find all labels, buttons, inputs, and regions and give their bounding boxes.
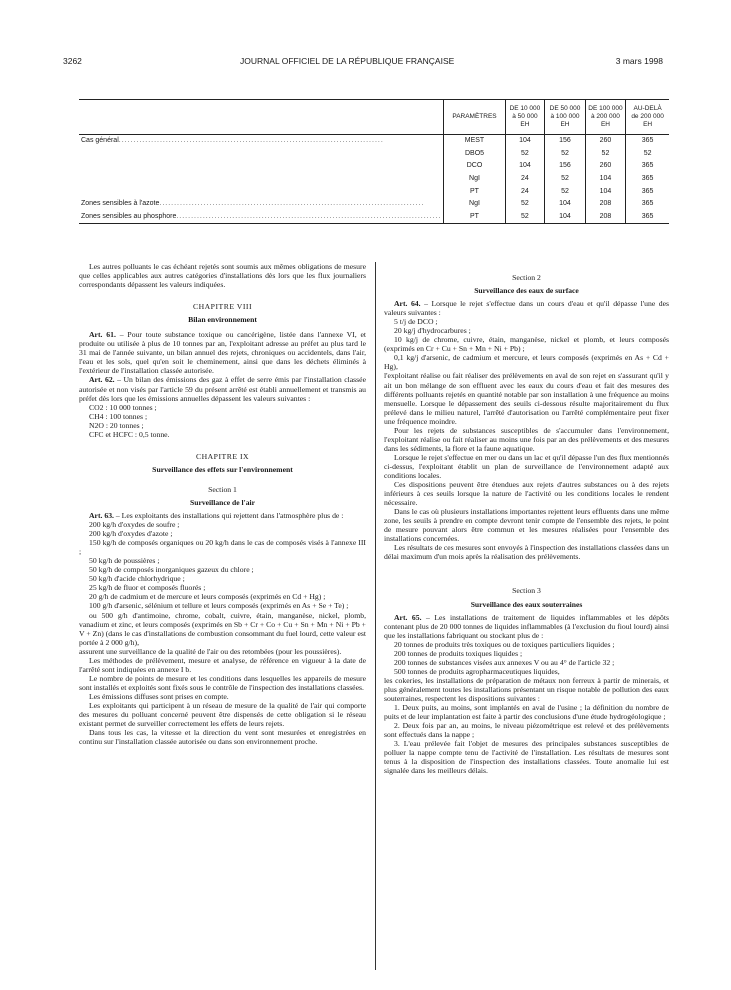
parameter-cell: PT [444, 211, 505, 224]
value-cell: 260 [585, 160, 625, 173]
article-paragraph [79, 511, 366, 520]
value-cell: 52 [545, 173, 585, 186]
paragraph: 10 kg/j de chrome, cuivre, étain, manganèse, nickel et plomb, et leurs composés (exprimés en Cr + Cu + Sn + Mn + Ni + Pb) ; [384, 335, 669, 354]
article-text: – Les installations de traitement de liquides inflammables et les dépôts contenant plus de 20 000 tonnes de liquides inflammables (à l'exclusion du fioul lourd) ainsi que les installations fabriquant ou stockant plus de : [384, 612, 669, 640]
section-title: Surveillance des eaux de surface [474, 286, 579, 296]
paragraph: 25 kg/h de fluor et composés fluorés ; [89, 583, 206, 593]
parameter-cell: MEST [444, 135, 505, 148]
section-heading: Section 1 [208, 484, 237, 494]
value-cell: 365 [626, 211, 669, 224]
value-cell: 52 [626, 148, 669, 161]
paragraph: Le nombre de points de mesure et les conditions dans lesquelles les appareils de mesure sont installés et exploités sont fixés sous le contrôle de l'inspection des installations classées. [79, 673, 366, 692]
paragraph: Pour les rejets de substances susceptibles de s'accumuler dans l'environnement, l'exploitant réalise ou fait réaliser au moins une fois par an des prélèvements et des mesures dans les sédiments, la flore et la faune aquatique. [384, 425, 669, 453]
row-label: Zones sensibles à l'azote.......................................................................................... [81, 200, 425, 208]
paragraph: Les exploitants qui participent à un réseau de mesure de la qualité de l'air qui comporte des mesures du polluant concerné peuvent être dispensés de cette obligation si le réseau existant permet de surveiller correctement les effets de leurs rejets. [79, 700, 366, 729]
row-label: Cas général.......................................................................................... [81, 137, 384, 145]
value-cell: 156 [545, 160, 585, 173]
value-cell: 365 [626, 198, 669, 211]
value-cell: 52 [545, 185, 585, 198]
paragraph: 3. L'eau prélevée fait l'objet de mesures des principales substances susceptibles de polluer la nappe compte tenu de l'activité de l'installation. Les résultats de mesures sont tenus à la disposition de l'inspection des installations classées. Toute anomalie lui est signalée dans les meilleurs délais. [384, 739, 669, 776]
chapter-title: Surveillance des effets sur l'environnement [152, 464, 293, 474]
value-cell: 104 [545, 211, 585, 224]
row-label [79, 173, 444, 186]
article-paragraph [384, 299, 669, 317]
value-cell: 208 [585, 211, 625, 224]
paragraph: Dans tous les cas, la vitesse et la direction du vent sont mesurées et enregistrées en continu sur l'installation classée autorisée ou dans son environnement proche. [79, 728, 366, 747]
article-paragraph [384, 613, 669, 640]
value-cell: 365 [626, 160, 669, 173]
value-cell: 104 [585, 185, 625, 198]
table-row [79, 160, 669, 173]
value-cell: 24 [505, 173, 545, 186]
article-text: – Les exploitants des installations qui rejettent dans l'atmosphère plus de : [113, 510, 344, 520]
article-number: Art. 65. [394, 612, 422, 622]
section-heading: Section 2 [512, 273, 541, 282]
journal-title: JOURNAL OFFICIEL DE LA RÉPUBLIQUE FRANÇAISE [240, 56, 455, 66]
paragraph: 150 kg/h de composés organiques ou 20 kg/h dans le cas de composés visés à l'annexe III ; [79, 538, 366, 557]
column-header: DE 10 000 à 50 000 EH [505, 100, 545, 135]
column-divider [375, 262, 376, 970]
parameter-cell: DCO [444, 160, 505, 173]
column-header: AU-DELÀ de 200 000 EH [626, 100, 669, 135]
parameter-cell: DBO5 [444, 148, 505, 161]
paragraph: 2. Deux fois par an, au moins, le niveau piézométrique est relevé et des prélèvements sont effectués dans la nappe ; [384, 721, 669, 740]
column-header: PARAMÈTRES [444, 100, 505, 135]
value-cell: 156 [545, 135, 585, 148]
paragraph: 500 tonnes de produits agropharmaceutiques liquides, [394, 666, 560, 676]
table-row [79, 148, 669, 161]
article-text: – Pour toute substance toxique ou cancérigène, listée dans l'annexe VI, et produite ou utilisée à plus de 10 tonnes par an, l'exploitant adresse au préfet au plus tard le 31 mai de l'année suivante, un bilan annuel des rejets, chroniques ou accidentels, dans l'air, l'eau et les sols, quel qu'en soit le cheminement, ainsi que dans les déchets éliminés à l'extérieur de l'installation classée autorisée. [79, 330, 366, 376]
paragraph: Ces dispositions peuvent être étendues aux rejets d'autres substances ou à des rejets inférieurs à ces seuils lorsque la nature de l'activité ou les conditions locales le rendent nécessaire. [384, 480, 669, 508]
article-text: – Lorsque le rejet s'effectue dans un cours d'eau et qu'il dépasse l'une des valeurs suivantes : [384, 299, 670, 318]
paragraph: Dans le cas où plusieurs installations importantes rejettent leurs effluents dans une même zone, les seuils à prendre en compte devront tenir compte de l'ensemble des rejets, le point de mesure pouvant alors être commun et les mesures réalisées pour l'ensemble des installations concernées. [384, 507, 669, 544]
paragraph: ou 500 g/h d'antimoine, chrome, cobalt, cuivre, étain, manganèse, nickel, plomb, vanadium et zinc, et leurs composés (exprimés en Sb + Cr + Co + Cu + Sn + Mn + Ni + Pb + V + Zn) (dans le cas d'installations de combustion consommant du fuel lourd, cette valeur est portée à 2 000 g/h), [79, 610, 366, 647]
right-column [384, 262, 669, 775]
paragraph: 5 t/j de DCO ; [394, 317, 438, 327]
paragraph: N2O : 20 tonnes ; [89, 420, 144, 430]
value-cell: 365 [626, 135, 669, 148]
parameter-cell: NgI [444, 198, 505, 211]
parameter-cell: NgI [444, 173, 505, 186]
paragraph: 50 kg/h de poussières ; [89, 556, 160, 566]
paragraph: 200 kg/h d'oxydes de soufre ; [89, 520, 180, 530]
paragraph: 20 tonnes de produits très toxiques ou de toxiques particuliers liquides ; [394, 639, 615, 649]
paragraph: Les méthodes de prélèvement, mesure et analyse, de référence en vigueur à la date de l'arrêté sont indiquées en annexe I b. [79, 655, 366, 674]
table-row [79, 135, 669, 148]
page-number: 3262 [63, 56, 82, 66]
paragraph: 50 kg/h de composés inorganiques gazeux du chlore ; [89, 565, 254, 575]
value-cell: 365 [626, 173, 669, 186]
section-title: Surveillance des eaux souterraines [470, 599, 583, 609]
value-cell: 24 [505, 185, 545, 198]
paragraph: l'exploitant réalise ou fait réaliser des prélèvements en aval de son rejet en s'assurant qu'il y ait un bon mélange de son effluent avec les eaux du cours d'eau et fait des mesures des différents polluants rejetés en quantité notable par son installation à une fréquence au moins mensuelle. Lorsque le dépassement des seuils ci-dessous résulte majoritairement du flux prélevé dans le milieu naturel, l'arrêté d'autorisation ou l'arrêté complémentaire peut fixer une fréquence moindre. [384, 371, 669, 426]
value-cell: 260 [585, 135, 625, 148]
article-paragraph [79, 375, 366, 402]
table-row [79, 173, 669, 186]
issue-date: 3 mars 1998 [615, 56, 663, 66]
chapter-heading: CHAPITRE IX [195, 451, 250, 461]
column-header: DE 50 000 à 100 000 EH [545, 100, 585, 135]
row-label: Zones sensibles au phosphore.......................................................................................... [79, 211, 444, 224]
value-cell: 52 [585, 148, 625, 161]
chapter-title: Bilan environnement [188, 315, 257, 325]
row-label [79, 185, 444, 198]
paragraph: 1. Deux puits, au moins, sont implantés en aval de l'usine ; la définition du nombre de puits et de leur implantation est faite à partir des conclusions d'une étude hydrogéologique ; [384, 703, 669, 722]
article-number: Art. 62. [89, 375, 115, 385]
article-number: Art. 64. [394, 299, 421, 309]
value-cell: 104 [585, 173, 625, 186]
value-cell: 365 [626, 185, 669, 198]
table-row [79, 198, 669, 211]
paragraph: CO2 : 10 000 tonnes ; [89, 402, 157, 412]
article-number: Art. 61. [89, 330, 116, 340]
chapter-heading: CHAPITRE VIII [192, 302, 253, 312]
paragraph: 20 kg/j d'hydrocarbures ; [394, 326, 471, 336]
paragraph: CFC et HCFC : 0,5 tonne. [89, 429, 170, 439]
parameter-cell: PT [444, 185, 505, 198]
paragraph: 0,1 kg/j d'arsenic, de cadmium et mercure, et leurs composés (exprimés en As + Cd + Hg), [384, 353, 669, 372]
paragraph: Les autres polluants le cas échéant rejetés sont soumis aux mêmes obligations de mesure que celles applicables aux autres catégories d'installations dès lors que les flux journaliers correspondants dépassent les valeurs indiquées. [79, 262, 366, 290]
section-title: Surveillance de l'air [190, 497, 255, 507]
paragraph: Les résultats de ces mesures sont envoyés à l'inspection des installations classées dans un délai maximum d'un mois après la réalisation des prélèvements. [384, 543, 669, 562]
paragraph: Les émissions diffuses sont prises en compte. [89, 691, 229, 701]
value-cell: 104 [545, 198, 585, 211]
paragraph: 200 kg/h d'oxydes d'azote ; [89, 529, 173, 539]
value-cell: 104 [505, 135, 545, 148]
row-label [79, 160, 444, 173]
column-header: DE 100 000 à 200 000 EH [585, 100, 625, 135]
spacer [384, 561, 669, 575]
left-column [79, 262, 366, 746]
article-paragraph [79, 330, 366, 375]
article-text: – Un bilan des émissions des gaz à effet de serre émis par l'installation classée autorisée et non visés par l'article 59 du présent arrêté est établi annuellement et transmis au préfet dès lors que les émissions annuelles dépassent les valeurs suivantes : [79, 375, 366, 403]
paragraph: les cokeries, les installations de préparation de métaux non ferreux à partir de minerais, et plus généralement toutes les installations présentant un risque notable de pollution des eaux souterraines, respectent les dispositions suivantes : [384, 675, 669, 703]
value-cell: 104 [505, 160, 545, 173]
value-cell: 52 [505, 148, 545, 161]
section-heading: Section 3 [512, 586, 541, 596]
paragraph: 100 g/h d'arsenic, sélénium et tellure et leurs composés (exprimés en As + Se + Te) ; [89, 601, 349, 611]
table-row [79, 185, 669, 198]
paragraph: 200 tonnes de substances visées aux annexes V ou au 4° de l'article 32 ; [394, 657, 615, 667]
paragraph: Lorsque le rejet s'effectue en mer ou dans un lac et qu'il dépasse l'un des flux mentionnés ci-dessus, l'exploitant établit un plan de surveillance de l'environnement adapté aux conditions locales. [384, 452, 669, 480]
paragraph: 20 g/h de cadmium et de mercure et leurs composés (exprimés en Cd + Hg) ; [89, 592, 326, 602]
header-blank [79, 100, 444, 135]
value-cell: 52 [505, 198, 545, 211]
paragraph: CH4 : 100 tonnes ; [89, 411, 148, 421]
value-cell: 52 [545, 148, 585, 161]
row-label [79, 148, 444, 161]
paragraph: assurent une surveillance de la qualité de l'air ou des retombées (pour les poussières). [79, 646, 342, 656]
paragraph: 200 tonnes de produits toxiques liquides ; [394, 648, 523, 658]
value-cell: 52 [505, 211, 545, 224]
paragraph: 50 kg/h d'acide chlorhydrique ; [89, 574, 185, 584]
article-number: Art. 63. [89, 510, 114, 520]
value-cell: 208 [585, 198, 625, 211]
emission-table [79, 99, 669, 224]
table-row [79, 211, 669, 224]
